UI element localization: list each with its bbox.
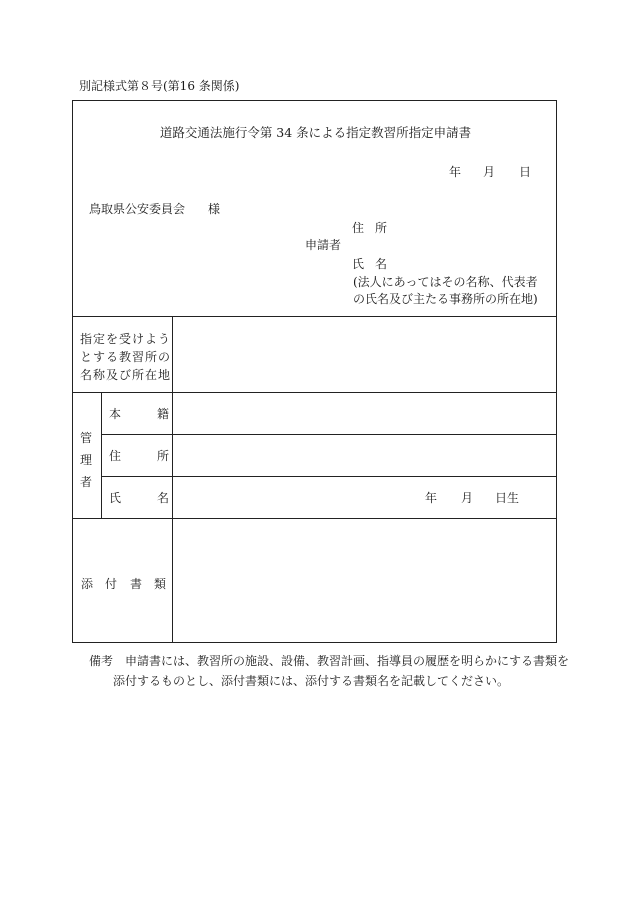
date-day-label: 日 bbox=[519, 165, 532, 179]
manager-address-label-2: 所 bbox=[157, 449, 170, 463]
manager-address-label-1: 住 bbox=[109, 449, 122, 463]
manager-label bbox=[79, 429, 93, 495]
birth-day-label: 日生 bbox=[495, 491, 520, 505]
domicile-field[interactable] bbox=[173, 393, 556, 434]
honorific: 様 bbox=[208, 202, 221, 216]
form-title: 道路交通法施行令第 34 条による指定教習所指定申請書 bbox=[159, 125, 472, 140]
manager-name-label-1: 氏 bbox=[109, 491, 122, 505]
applicant-name-label-2: 名 bbox=[375, 257, 388, 271]
form-number-label: 別記様式第８号(第16 条関係) bbox=[79, 79, 240, 93]
domicile-label-2: 籍 bbox=[157, 407, 170, 421]
manager-name-label-2: 名 bbox=[157, 491, 170, 505]
applicant-address-label-2: 所 bbox=[375, 221, 388, 235]
manager-label-char: 管 bbox=[79, 431, 92, 445]
corporate-note-line-2: の氏名及び主たる事務所の所在地) bbox=[353, 292, 538, 306]
birth-year-label: 年 bbox=[425, 491, 438, 505]
remarks-heading: 備考 bbox=[89, 654, 114, 668]
applicant-label: 申請者 bbox=[305, 238, 342, 252]
application-form bbox=[72, 100, 557, 643]
date-year-label: 年 bbox=[449, 165, 462, 179]
date-month-label: 月 bbox=[483, 165, 496, 179]
applicant-address-label-1: 住 bbox=[352, 221, 365, 235]
birth-month-label: 月 bbox=[461, 491, 474, 505]
attachments-label-1: 添 bbox=[81, 577, 94, 591]
school-name-location-label: 指定を受けようとする教習所の名称及び所在地 bbox=[80, 332, 172, 382]
attachments-label-4: 類 bbox=[154, 577, 167, 591]
school-name-location-field[interactable] bbox=[173, 317, 556, 392]
remarks-line-1: 申請書には、教習所の施設、設備、教習計画、指導員の履歴を明らかにする書類を bbox=[125, 654, 570, 668]
corporate-note-line-1: (法人にあってはその名称、代表者 bbox=[353, 275, 538, 289]
attachments-label-2: 付 bbox=[105, 577, 118, 591]
manager-label-char: 理 bbox=[79, 453, 92, 467]
attachments-label-3: 書 bbox=[130, 577, 143, 591]
remarks-line-2: 添付するものとし、添付書類には、添付する書類名を記載してください。 bbox=[113, 674, 510, 688]
addressee: 鳥取県公安委員会 bbox=[89, 202, 186, 216]
manager-label-char: 者 bbox=[79, 475, 92, 489]
manager-name-field[interactable] bbox=[173, 477, 413, 518]
manager-address-field[interactable] bbox=[173, 435, 556, 476]
attachments-field[interactable] bbox=[173, 519, 556, 642]
applicant-name-label-1: 氏 bbox=[352, 257, 365, 271]
domicile-label-1: 本 bbox=[109, 407, 122, 421]
manager-column-divider bbox=[101, 392, 102, 518]
